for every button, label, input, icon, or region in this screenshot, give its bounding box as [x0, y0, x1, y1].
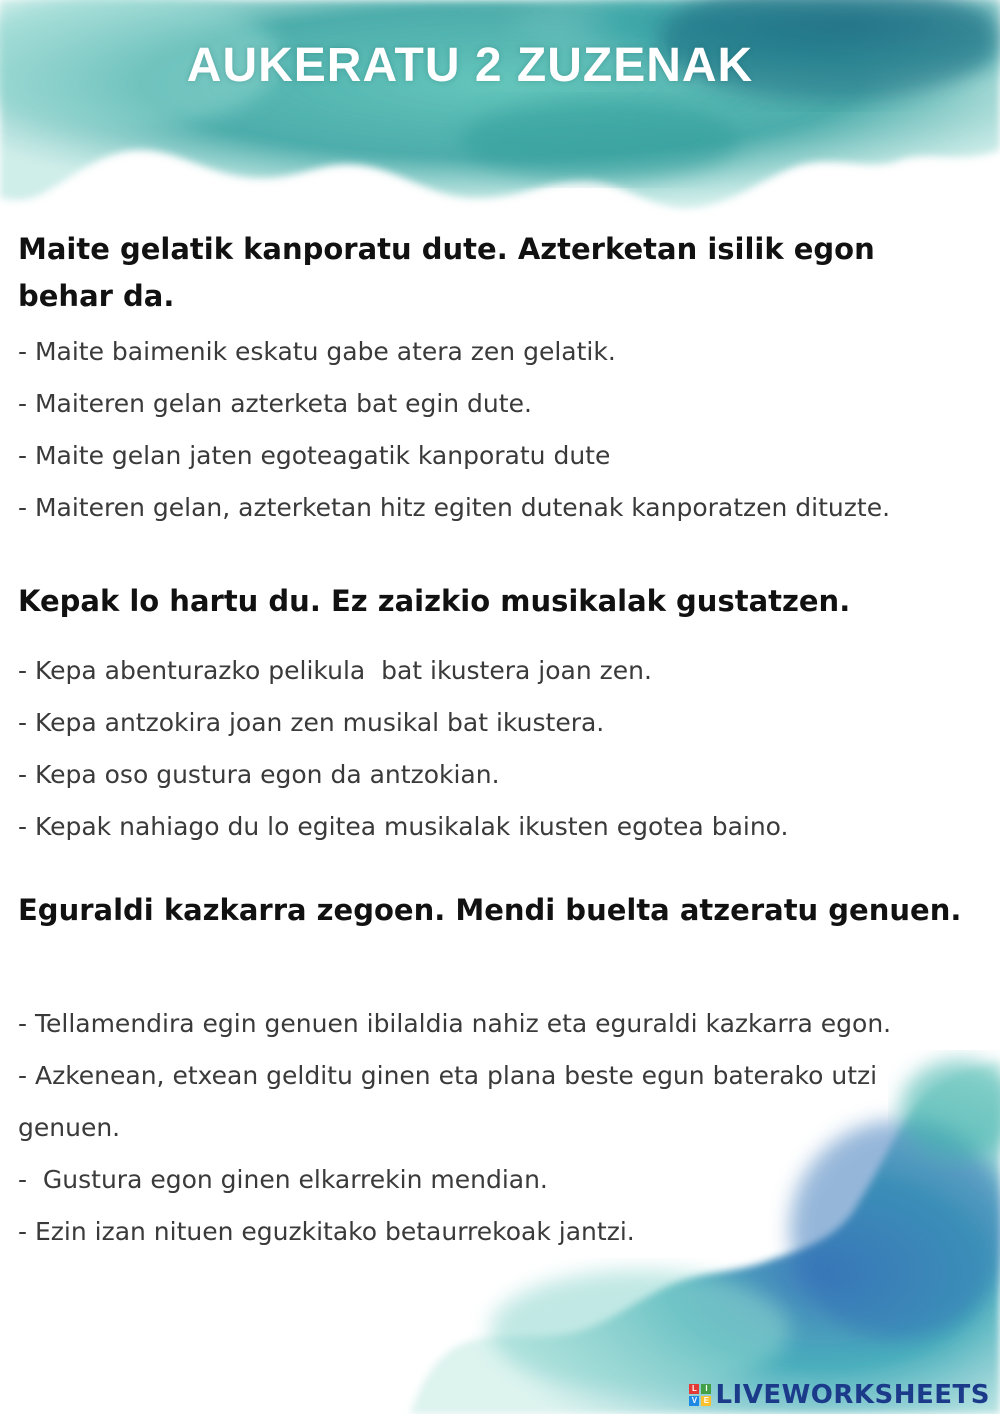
answer-option[interactable]: - Kepa antzokira joan zen musikal bat ikustera. — [18, 708, 605, 737]
logo-mark-icon — [689, 1384, 711, 1406]
logo-letter: I — [701, 1384, 711, 1394]
logo-text: LIVEWORKSHEETS — [715, 1380, 990, 1410]
answer-option[interactable]: - Maite baimenik eskatu gabe atera zen gelatik. — [18, 337, 616, 366]
answer-options — [18, 326, 978, 534]
answer-option[interactable]: - Maite gelan jaten egoteagatik kanporatu dute — [18, 441, 611, 470]
question-prompt: Maite gelatik kanporatu dute. Azterketan isilik egon behar da. — [18, 232, 875, 313]
question-prompt: Kepak lo hartu du. Ez zaizkio musikalak gustatzen. — [18, 584, 851, 618]
answer-options — [18, 645, 978, 853]
page-title: AUKERATU 2 ZUZENAK — [186, 39, 754, 92]
answer-option[interactable]: - Tellamendira egin genuen ibilaldia nahiz eta eguraldi kazkarra egon. — [18, 1009, 892, 1038]
answer-option[interactable]: - Azkenean, etxean gelditu ginen eta plana beste egun baterako utzi genuen. — [18, 1061, 886, 1142]
logo-letter: L — [689, 1384, 699, 1394]
answer-option[interactable]: - Kepa oso gustura egon da antzokian. — [18, 760, 500, 789]
answer-option[interactable]: - Maiteren gelan azterketa bat egin dute. — [18, 389, 532, 418]
question-block — [18, 887, 978, 1258]
answer-option[interactable]: - Ezin izan nituen eguzkitako betaurrekoak jantzi. — [18, 1217, 635, 1246]
top-watercolor-wash — [0, 0, 1000, 208]
answer-option[interactable]: - Kepak nahiago du lo egitea musikalak ikusten egotea baino. — [18, 812, 789, 841]
answer-option[interactable]: - Kepa abenturazko pelikula bat ikustera joan zen. — [18, 656, 652, 685]
logo-letter: E — [701, 1396, 711, 1406]
answer-options — [18, 998, 978, 1258]
question-block — [18, 578, 978, 853]
answer-option[interactable]: - Maiteren gelan, azterketan hitz egiten dutenak kanporatzen dituzte. — [18, 493, 891, 522]
liveworksheets-logo[interactable] — [689, 1378, 990, 1412]
question-block — [18, 226, 978, 534]
logo-letter: V — [689, 1396, 699, 1406]
question-prompt: Eguraldi kazkarra zegoen. Mendi buelta atzeratu genuen. — [18, 893, 962, 927]
answer-option[interactable]: - Gustura egon ginen elkarrekin mendian. — [18, 1165, 548, 1194]
